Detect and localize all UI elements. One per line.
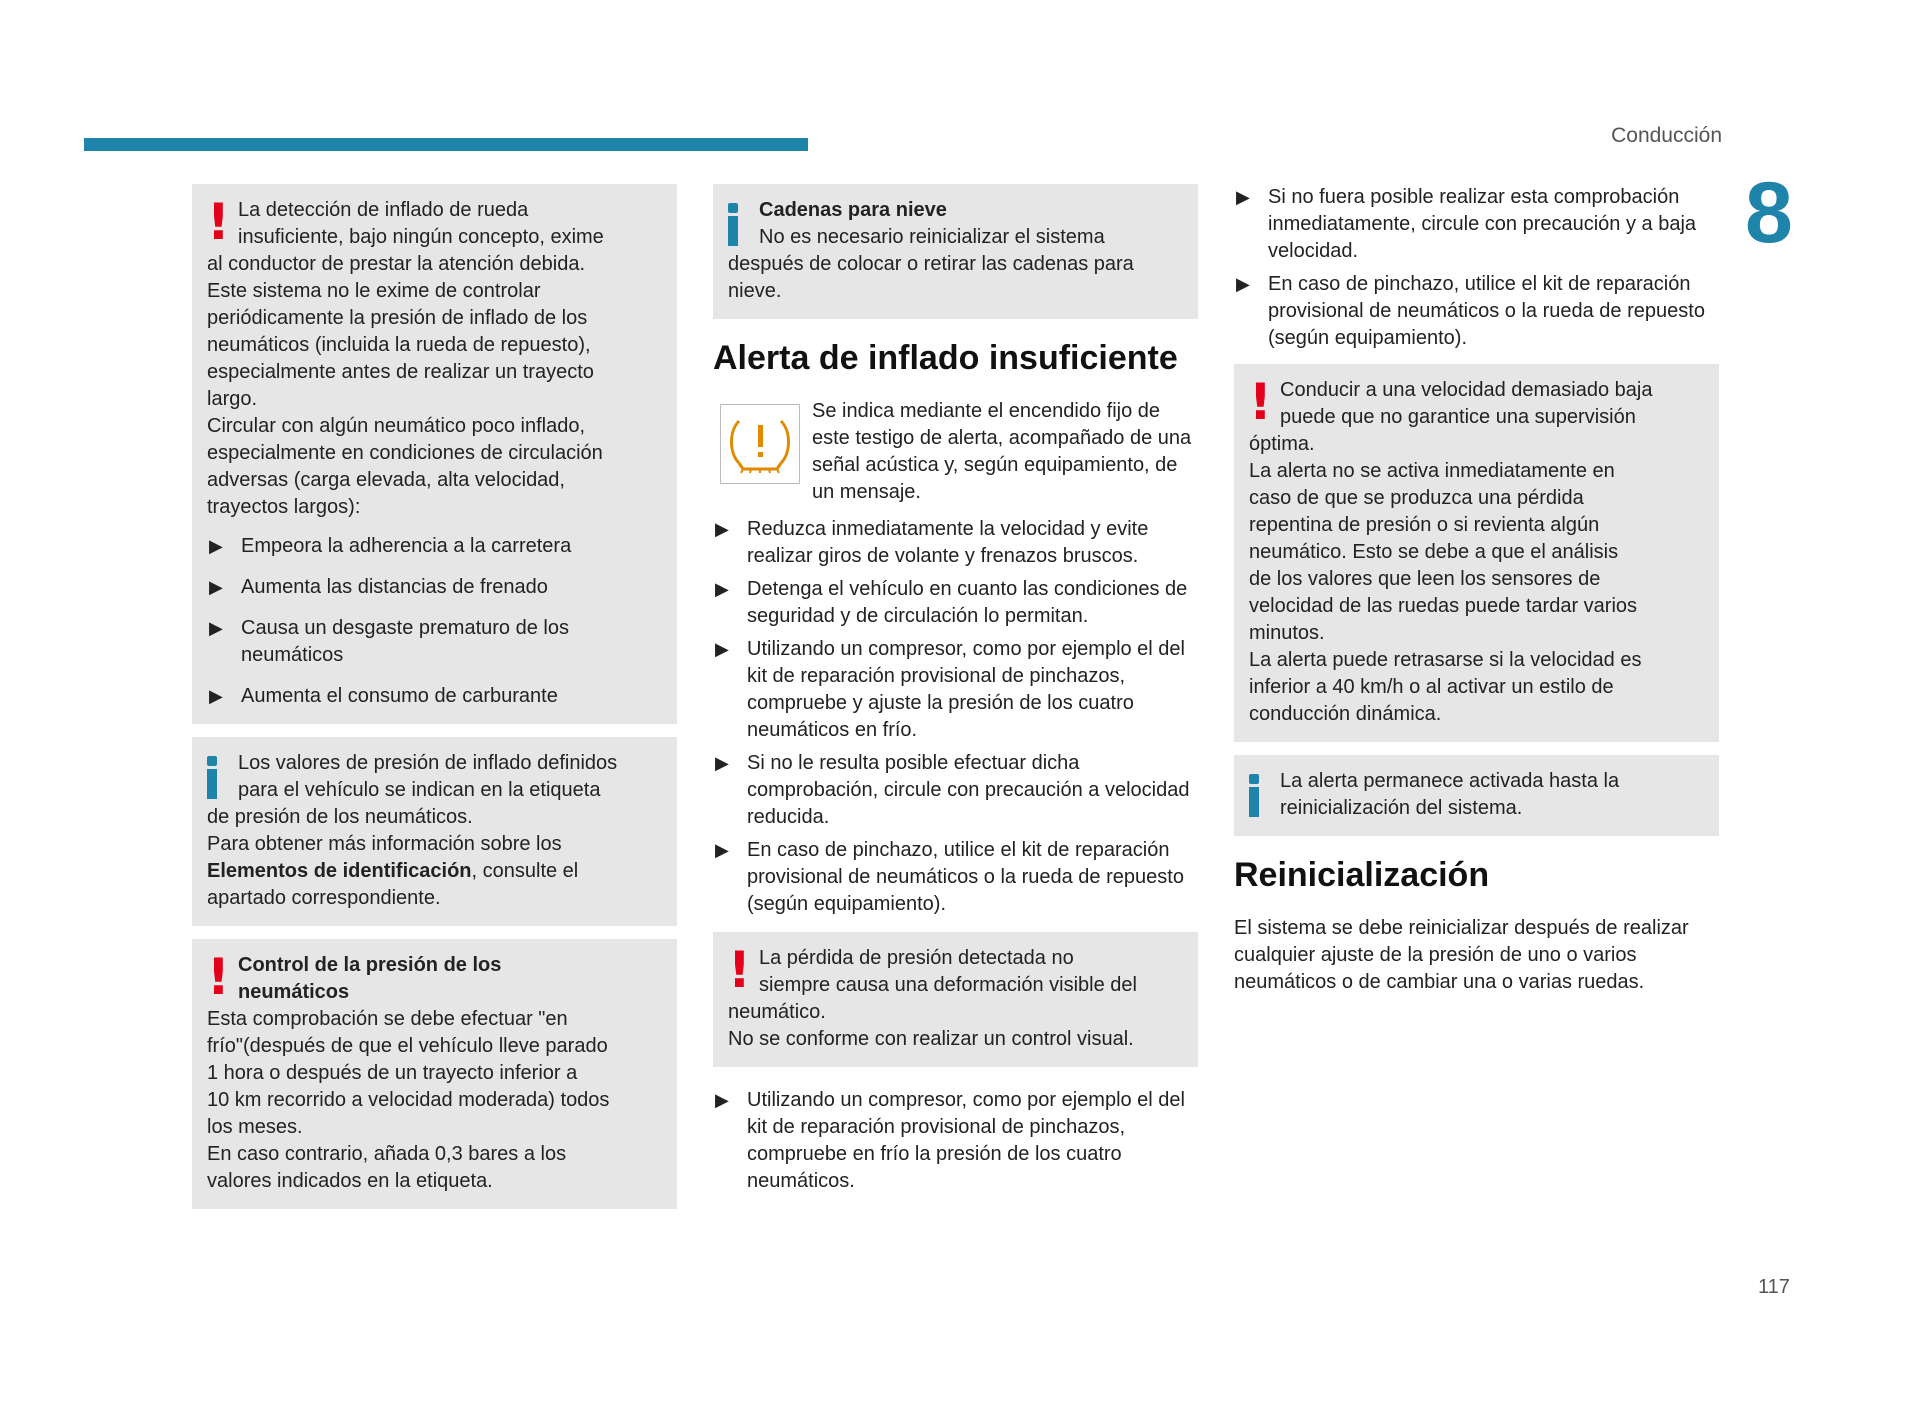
- text-line: siempre causa una deformación visible del: [759, 974, 1137, 996]
- effects-list: [207, 533, 663, 710]
- list-item: [207, 533, 663, 560]
- warning-icon: !: [207, 948, 230, 1006]
- text-line: especialmente en condiciones de circulación: [207, 442, 603, 464]
- text-line: No es necesario reinicializar el sistema: [759, 226, 1105, 248]
- section-heading: Reinicialización: [1234, 856, 1490, 894]
- bold-reference: Elementos de identificación: [207, 860, 472, 882]
- text-line: periódicamente la presión de inflado de los: [207, 307, 588, 329]
- arrow-icon: ▶: [1236, 187, 1250, 207]
- text-line: [207, 858, 663, 885]
- arrow-icon: ▶: [715, 753, 729, 773]
- text-line: óptima.: [1249, 433, 1315, 455]
- text-line: Para obtener más información sobre los: [207, 833, 562, 855]
- info-box-snow-chains: [713, 184, 1198, 319]
- list-item: [713, 837, 1198, 918]
- text-line: Los valores de presión de inflado definidos: [238, 752, 618, 774]
- text-line: Este sistema no le exime de controlar: [207, 280, 541, 302]
- text-line: minutos.: [1249, 622, 1325, 644]
- page-number: 117: [1758, 1276, 1790, 1298]
- text-line: adversas (carga elevada, alta velocidad,: [207, 469, 565, 491]
- arrow-icon: ▶: [715, 579, 729, 599]
- text-line: La alerta puede retrasarse si la velocidad es: [1249, 649, 1642, 671]
- text-line: inferior a 40 km/h o al activar un estilo de: [1249, 676, 1614, 698]
- list-item-text: Utilizando un compresor, como por ejemplo el del kit de reparación provisional de pinchazos, compruebe en frío la presión de los cuatro neumáticos.: [747, 1089, 1185, 1192]
- text-line: después de colocar o retirar las cadenas para: [728, 253, 1134, 275]
- list-item-text: Empeora la adherencia a la carretera: [241, 535, 572, 557]
- compressor-list: [713, 1087, 1198, 1195]
- list-item-text: En caso de pinchazo, utilice el kit de reparación provisional de neumáticos o la rueda de repuesto (según equipamiento).: [747, 839, 1184, 915]
- arrow-icon: ▶: [1236, 274, 1250, 294]
- list-item: [713, 516, 1198, 570]
- list-item-text: En caso de pinchazo, utilice el kit de reparación provisional de neumáticos o la rueda de repuesto (según equipamiento).: [1268, 273, 1705, 349]
- text-line: 1 hora o después de un trayecto inferior a: [207, 1062, 578, 1084]
- text-line: insuficiente, bajo ningún concepto, exime: [238, 226, 604, 248]
- text-line: de los valores que leen los sensores de: [1249, 568, 1601, 590]
- list-item: [1234, 184, 1719, 265]
- text-line: de presión de los neumáticos.: [207, 806, 473, 828]
- warning-icon: !: [1249, 373, 1272, 431]
- arrow-icon: ▶: [209, 577, 223, 597]
- list-item-text: Utilizando un compresor, como por ejemplo el del kit de reparación provisional de pinchazos, compruebe y ajuste la presión de los cuatro neumáticos en frío.: [747, 638, 1185, 741]
- continuation-list: [1234, 184, 1719, 352]
- arrow-icon: ▶: [209, 618, 223, 638]
- box-title: Control de la presión de los: [238, 954, 502, 976]
- tyre-pressure-warning-lamp-icon: [720, 404, 800, 484]
- arrow-icon: ▶: [209, 686, 223, 706]
- warning-icon: !: [207, 193, 230, 251]
- text-line: apartado correspondiente.: [207, 887, 441, 909]
- arrow-icon: ▶: [715, 519, 729, 539]
- list-item: [713, 576, 1198, 630]
- list-item: [713, 636, 1198, 744]
- list-item-text: Reduzca inmediatamente la velocidad y evite realizar giros de volante y frenazos bruscos.: [747, 518, 1149, 567]
- text-line: La pérdida de presión detectada no: [759, 947, 1074, 969]
- list-item-text: Causa un desgaste prematuro de los neumáticos: [241, 617, 569, 666]
- text-line: nieve.: [728, 280, 782, 302]
- text-line: 10 km recorrido a velocidad moderada) todos: [207, 1089, 610, 1111]
- text-line: En caso contrario, añada 0,3 bares a los: [207, 1143, 567, 1165]
- text-line: puede que no garantice una supervisión: [1280, 406, 1636, 428]
- list-item: [1234, 271, 1719, 352]
- lamp-description: Se indica mediante el encendido fijo de este testigo de alerta, acompañado de una señal acústica y, según equipamiento, de un mensaje.: [812, 400, 1192, 503]
- text-line: reinicialización del sistema.: [1280, 797, 1523, 819]
- text-line: especialmente antes de realizar un trayecto: [207, 361, 594, 383]
- box-title: Cadenas para nieve: [759, 199, 947, 221]
- text-line: La alerta no se activa inmediatamente en: [1249, 460, 1615, 482]
- list-item: [207, 574, 663, 601]
- box-title: neumáticos: [238, 981, 350, 1003]
- list-item: [207, 683, 663, 710]
- info-box-alert-active: [1234, 755, 1719, 836]
- text-line: velocidad de las ruedas puede tardar varios: [1249, 595, 1638, 617]
- text-line: para el vehículo se indican en la etiqueta: [238, 779, 601, 801]
- header-accent-bar: [84, 138, 808, 151]
- text-line: caso de que se produzca una pérdida: [1249, 487, 1584, 509]
- text-line: Conducir a una velocidad demasiado baja: [1280, 379, 1653, 401]
- text-line: neumático. Esto se debe a que el análisis: [1249, 541, 1619, 563]
- warning-box-pressure-control: [192, 939, 677, 1209]
- section-label: Conducción: [1611, 124, 1722, 147]
- list-item: [207, 615, 663, 669]
- text-line: los meses.: [207, 1116, 303, 1138]
- arrow-icon: ▶: [715, 639, 729, 659]
- list-item-text: Si no le resulta posible efectuar dicha comprobación, circule con precaución a velocidad reducida.: [747, 752, 1190, 828]
- info-icon: [1249, 774, 1265, 817]
- warning-box-detection: [192, 184, 677, 724]
- text-line: frío"(después de que el vehículo lleve parado: [207, 1035, 608, 1057]
- section-heading: Alerta de inflado insuficiente: [713, 339, 1178, 377]
- text-line: conducción dinámica.: [1249, 703, 1442, 725]
- warning-icon: !: [728, 941, 751, 999]
- text-line: neumático.: [728, 1001, 826, 1023]
- text-line: trayectos largos):: [207, 496, 361, 518]
- list-item: [713, 1087, 1198, 1195]
- column-1: [192, 184, 677, 1222]
- text-line: largo.: [207, 388, 258, 410]
- text-line: al conductor de prestar la atención debida.: [207, 253, 586, 275]
- column-2: [713, 184, 1198, 1201]
- warning-box-low-speed: [1234, 364, 1719, 742]
- chapter-number: 8: [1745, 165, 1793, 261]
- info-icon: [728, 203, 744, 246]
- arrow-icon: ▶: [715, 1090, 729, 1110]
- info-box-pressure-values: [192, 737, 677, 926]
- list-item: [713, 750, 1198, 831]
- column-3: [1234, 184, 1719, 996]
- text-line: Circular con algún neumático poco inflado,: [207, 415, 585, 437]
- list-item-text: Detenga el vehículo en cuanto las condiciones de seguridad y de circulación lo permitan.: [747, 578, 1188, 627]
- text-line: neumáticos (incluida la rueda de repuesto),: [207, 334, 591, 356]
- warning-lamp-row: [713, 398, 1198, 506]
- text-line: repentina de presión o si revienta algún: [1249, 514, 1600, 536]
- list-item-text: Aumenta las distancias de frenado: [241, 576, 548, 598]
- arrow-icon: ▶: [715, 840, 729, 860]
- text-line: No se conforme con realizar un control visual.: [728, 1028, 1134, 1050]
- reinit-paragraph: El sistema se debe reinicializar después de realizar cualquier ajuste de la presión de uno o varios neumáticos o de cambiar una o varias ruedas.: [1234, 917, 1689, 993]
- text-line: La alerta permanece activada hasta la: [1280, 770, 1620, 792]
- alert-actions-list: [713, 516, 1198, 918]
- text-line: La detección de inflado de rueda: [238, 199, 529, 221]
- list-item-text: Aumenta el consumo de carburante: [241, 685, 558, 707]
- warning-box-pressure-loss: [713, 932, 1198, 1067]
- list-item-text: Si no fuera posible realizar esta comprobación inmediatamente, circule con precaución y a baja velocidad.: [1268, 186, 1697, 262]
- text-line: valores indicados en la etiqueta.: [207, 1170, 493, 1192]
- info-icon: [207, 756, 223, 799]
- arrow-icon: ▶: [209, 536, 223, 556]
- text-fragment: , consulte el: [471, 860, 579, 882]
- text-line: Esta comprobación se debe efectuar "en: [207, 1008, 568, 1030]
